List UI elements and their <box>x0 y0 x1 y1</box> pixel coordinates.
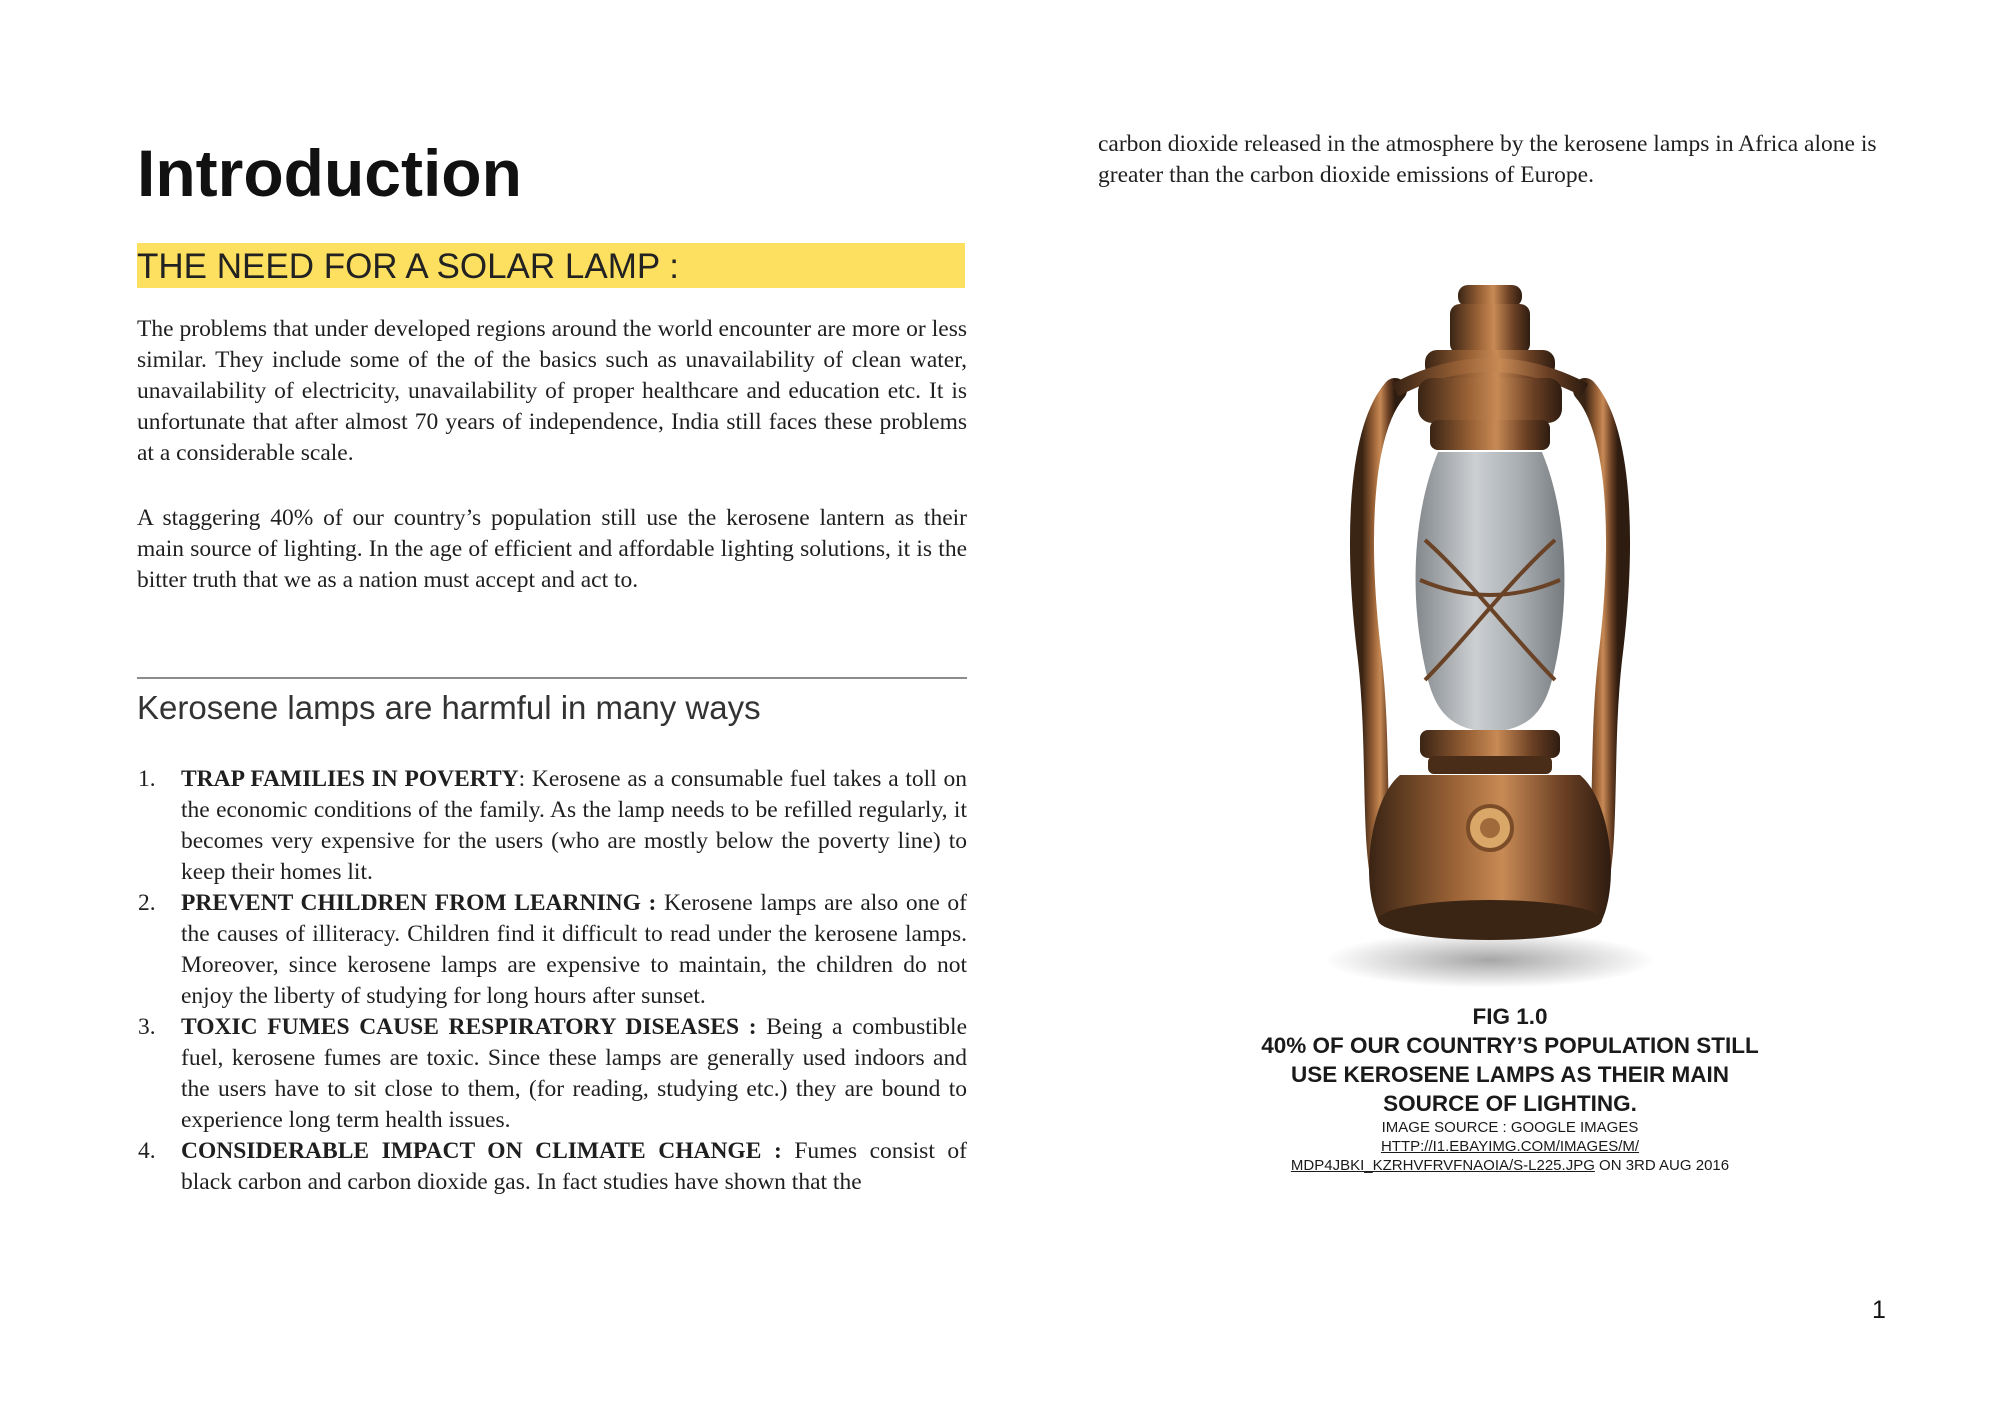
figure-label: FIG 1.0 <box>1472 1004 1548 1029</box>
image-source-link-line-2 <box>1190 1156 1830 1175</box>
list-item-text: Being a combustible fuel, kerosene fumes are toxic. Since these lamps are generally used indoors and the users have to sit close to them, (for reading, studying etc.) they are bound to experience long term health issues. <box>181 1014 967 1133</box>
list-item <box>137 1012 967 1136</box>
harms-subheading: Kerosene lamps are harmful in many ways <box>137 689 761 726</box>
caption-line: USE KEROSENE LAMPS AS THEIR MAIN <box>1291 1062 1729 1087</box>
list-item-number: 2. <box>138 890 156 916</box>
image-source-label: IMAGE SOURCE : GOOGLE IMAGES <box>1381 1119 1639 1136</box>
list-item-text: : Kerosene as a consumable fuel takes a toll on the economic conditions of the family. As the lamp needs to be refilled regularly, it becomes very expensive for the users (who are mostly below the poverty line) to keep their homes lit. <box>181 766 967 885</box>
page-number: 1 <box>1872 1296 1886 1324</box>
list-item <box>137 764 967 888</box>
section-divider <box>137 677 967 679</box>
list-item <box>137 888 967 1012</box>
list-item-title: TOXIC FUMES CAUSE RESPIRATORY DISEASES : <box>181 1014 757 1040</box>
intro-paragraph-1: The problems that under developed regions around the world encounter are more or less similar. They include some of the of the basics such as unavailability of clean water, unavailability of electricity, unavailability of proper healthcare and education etc. It is unfortunate that after almost 70 years of independence, India still faces these problems at a considerable scale. <box>137 316 967 466</box>
kerosene-lantern-image <box>1300 280 1680 990</box>
page-title: Introduction <box>137 136 522 210</box>
list-item-number: 1. <box>138 766 156 792</box>
list-item-title: PREVENT CHILDREN FROM LEARNING : <box>181 890 657 916</box>
caption-line: 40% OF OUR COUNTRY’S POPULATION STILL <box>1261 1033 1759 1058</box>
continued-paragraph: carbon dioxide released in the atmosphere by the kerosene lamps in Africa alone is greater than the carbon dioxide emissions of Europe. <box>1098 131 1877 188</box>
source-link[interactable]: MDP4JBKI_KZRHVFRVFNAOIA/S-L225.JPG <box>1290 1157 1595 1174</box>
image-source-link-line-1[interactable] <box>1190 1137 1830 1156</box>
source-date: ON 3RD AUG 2016 <box>1594 1157 1730 1174</box>
list-item <box>137 1136 967 1198</box>
harms-list <box>137 764 967 1198</box>
list-item-text: Kerosene lamps are also one of the causes of illiteracy. Children find it difficult to read under the kerosene lamps. Moreover, since kerosene lamps are expensive to maintain, the children do not enjoy the liberty of studying for long hours after sunset. <box>181 890 967 1009</box>
list-item-number: 4. <box>138 1138 156 1164</box>
list-item-text: Fumes consist of black carbon and carbon dioxide gas. In fact studies have shown that the <box>181 1138 967 1195</box>
intro-paragraph-2: A staggering 40% of our country’s population still use the kerosene lantern as their main source of lighting. In the age of efficient and affordable lighting solutions, it is the bitter truth that we as a nation must accept and act to. <box>137 505 967 593</box>
list-item-title: TRAP FAMILIES IN POVERTY <box>181 766 519 792</box>
list-item-number: 3. <box>138 1014 156 1040</box>
section-heading: THE NEED FOR A SOLAR LAMP : <box>137 243 965 288</box>
figure-caption <box>1190 1002 1830 1175</box>
source-link[interactable]: HTTP://I1.EBAYIMG.COM/IMAGES/M/ <box>1380 1138 1640 1155</box>
list-item-title: CONSIDERABLE IMPACT ON CLIMATE CHANGE : <box>181 1138 782 1164</box>
caption-line: SOURCE OF LIGHTING. <box>1383 1091 1637 1116</box>
